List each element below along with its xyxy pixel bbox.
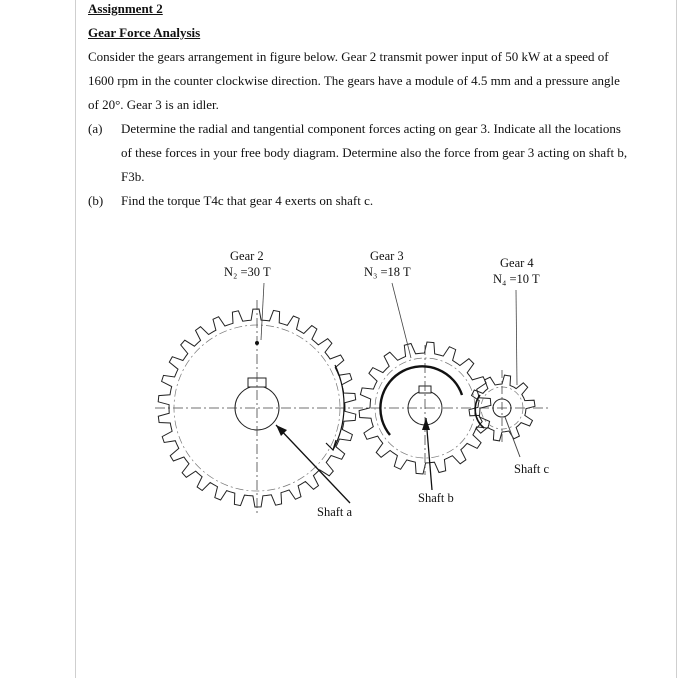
question-label: (b)	[88, 193, 104, 208]
gear-4-leader	[516, 290, 517, 385]
section-heading: Gear Force Analysis	[88, 25, 201, 40]
shaft-b-label: Shaft b	[418, 491, 454, 505]
question-text: Determine the radial and tangential component forces acting on gear 3. Indicate all the locations of these forces in your free body diagram. Determine also the force from gear 3 acting on shaft b, F3b.	[121, 121, 628, 184]
question-b	[88, 189, 628, 213]
gear-diagram	[140, 245, 552, 530]
document-body	[88, 0, 628, 213]
shaft-c-label: Shaft c	[514, 462, 550, 476]
gear-4-name: Gear 4	[500, 256, 534, 270]
gear-2-drawing	[158, 300, 356, 515]
gear-3-teeth: N₃ =18 T	[364, 265, 411, 279]
question-label: (a)	[88, 121, 103, 136]
question-a	[88, 117, 628, 189]
question-text: Find the torque T4c that gear 4 exerts on shaft c.	[121, 193, 374, 208]
gear-figure	[140, 245, 552, 530]
page-right-border	[676, 0, 677, 678]
gear-2-leader	[261, 283, 264, 340]
gear-2-name: Gear 2	[230, 249, 264, 263]
gear-3-leader	[392, 283, 411, 358]
gear-3-drawing	[359, 342, 491, 475]
page-left-border	[75, 0, 76, 678]
gear-4-drawing	[469, 370, 535, 445]
shaft-a-label: Shaft a	[317, 505, 353, 519]
intro-paragraph: Consider the gears arrangement in figure below. Gear 2 transmit power input of 50 kW at a speed of 1600 rpm in the counter clockwise direction. The gears have a module of 4.5 mm and a pressure angle of 20°. Gear 3 is an idler.	[88, 49, 620, 112]
assignment-title: Assignment 2	[88, 1, 163, 16]
gear-4-teeth: N₄ =10 T	[493, 272, 540, 286]
gear-2-teeth: N₂ =30 T	[224, 265, 271, 279]
gear-3-name: Gear 3	[370, 249, 404, 263]
